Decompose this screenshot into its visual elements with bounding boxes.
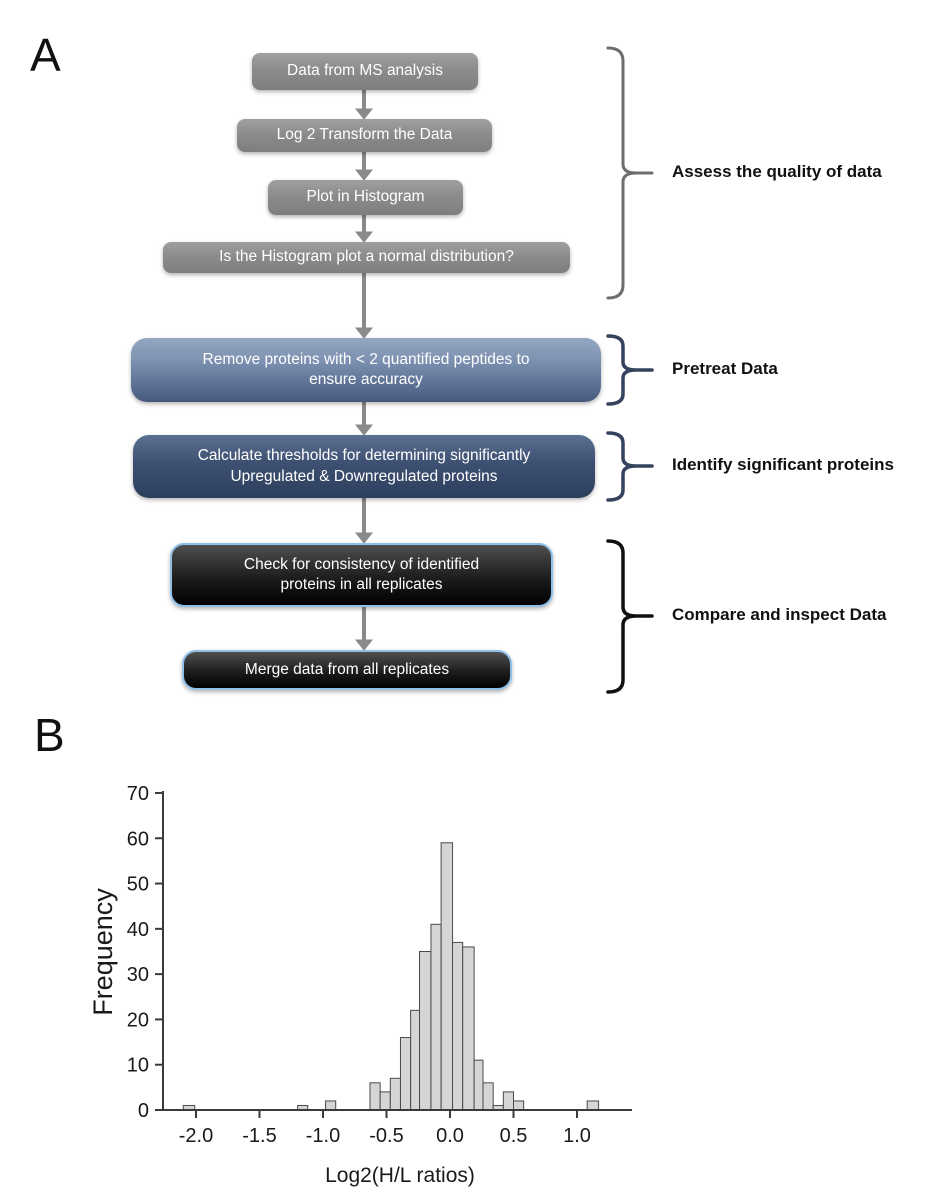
x-tick-label: 0.0 [436, 1125, 464, 1147]
brace-assess-quality [608, 48, 652, 298]
histogram-bar [474, 1060, 483, 1110]
histogram-bar [587, 1101, 598, 1110]
x-tick-label: -2.0 [178, 1125, 214, 1147]
brace-compare [608, 541, 652, 692]
x-axis-title: Log2(H/L ratios) [325, 1164, 475, 1187]
histogram-bar [441, 843, 452, 1110]
stage-label-identify: Identify significant proteins [672, 455, 894, 474]
y-tick-label: 0 [137, 1100, 149, 1122]
histogram-bar [326, 1101, 336, 1110]
x-tick-label: 1.0 [563, 1125, 591, 1147]
y-tick-label: 50 [126, 873, 149, 896]
histogram-bar [411, 1010, 420, 1110]
histogram-bar [420, 951, 431, 1110]
panel-b-label: B [34, 709, 65, 761]
x-tick-label: -0.5 [369, 1125, 404, 1147]
flow-box-plot-histogram: Plot in Histogram [268, 180, 463, 215]
flow-box-normal-check: Is the Histogram plot a normal distribution? [163, 242, 570, 273]
y-tick-label: 10 [126, 1054, 149, 1077]
histogram-bar [380, 1092, 390, 1110]
histogram-bar [514, 1101, 524, 1110]
histogram-bar [370, 1083, 380, 1110]
x-tick-label: -1.5 [242, 1125, 277, 1147]
flow-box-data-from-ms: Data from MS analysis [252, 53, 478, 90]
histogram-chart [0, 700, 929, 1200]
y-tick-label: 30 [126, 964, 149, 987]
histogram-bar [390, 1078, 400, 1110]
histogram-bar [400, 1038, 410, 1110]
histogram-bar [463, 947, 474, 1110]
flow-box-thresholds: Calculate thresholds for determining significantly Upregulated & Downregulated proteins [133, 435, 595, 498]
brace-identify [608, 433, 652, 500]
flow-box-log2-transform: Log 2 Transform the Data [237, 119, 492, 152]
panel-a-label: A [30, 29, 61, 81]
stage-label-compare: Compare and inspect Data [672, 605, 887, 624]
x-tick-label: 0.5 [499, 1125, 528, 1147]
histogram-bar [453, 942, 463, 1110]
y-tick-label: 40 [126, 918, 149, 941]
histogram-bar [503, 1092, 513, 1110]
histogram-bar [483, 1083, 493, 1110]
stage-label-pretreat: Pretreat Data [672, 359, 778, 378]
flow-box-merge: Merge data from all replicates [182, 650, 512, 690]
y-tick-label: 70 [126, 782, 149, 805]
x-tick-label: -1.0 [305, 1125, 341, 1147]
flow-box-consistency: Check for consistency of identified proteins in all replicates [170, 543, 553, 607]
y-axis-title: Frequency [88, 888, 118, 1016]
brace-pretreat [608, 336, 652, 404]
histogram-bar [431, 924, 441, 1110]
flow-box-remove-proteins: Remove proteins with < 2 quantified peptides to ensure accuracy [131, 338, 601, 402]
y-tick-label: 60 [126, 828, 149, 851]
stage-label-assess-quality: Assess the quality of data [672, 162, 882, 181]
y-tick-label: 20 [126, 1009, 149, 1032]
